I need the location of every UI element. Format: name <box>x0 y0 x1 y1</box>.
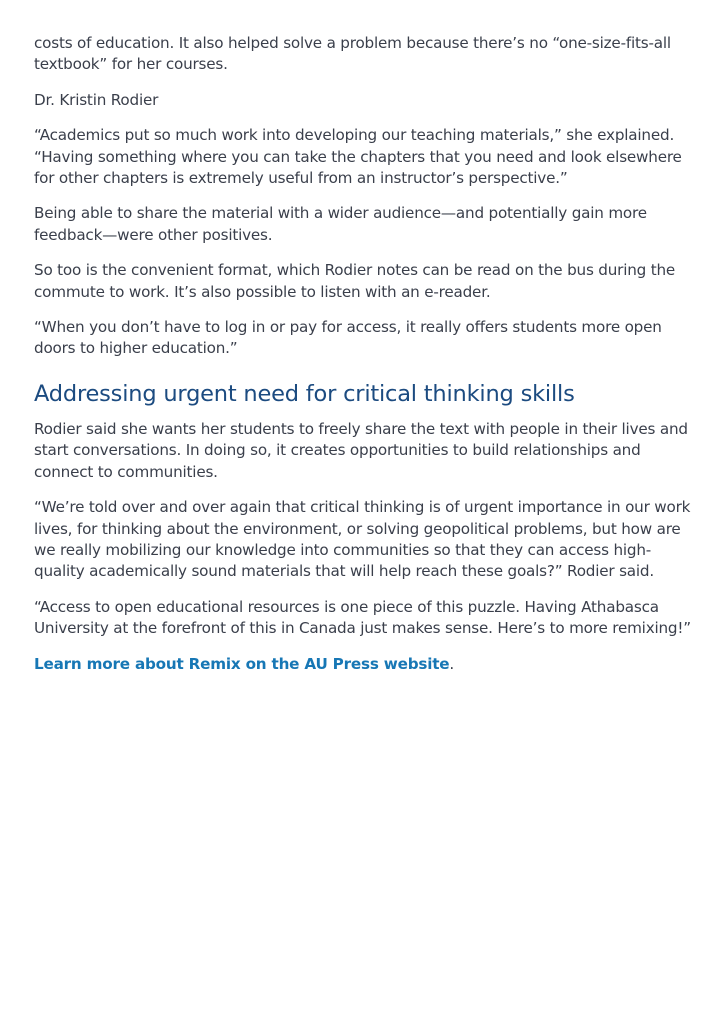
image-caption: Dr. Kristin Rodier <box>34 90 159 109</box>
paragraph-quote-open-doors: “When you don’t have to log in or pay for access, it really offers students more open doors to higher education.” <box>34 318 662 358</box>
paragraph-wider-audience: Being able to share the material with a wider audience—and potentially gain more feedback—were other positives. <box>34 204 647 244</box>
paragraph-quote-open-resources: “Access to open educational resources is one piece of this puzzle. Having Athabasca University at the forefront of this in Canada just makes sense. Here’s to more remixing!” <box>34 597 691 638</box>
section-heading: Addressing urgent need for critical thinking skills <box>34 380 575 407</box>
learn-more-line <box>34 654 694 675</box>
article-body <box>34 33 694 675</box>
paragraph-quote-teaching-materials: “Academics put so much work into developing our teaching materials,” she explained. “Having something where you can take the chapters that you need and look elsewhere for other chapters is extremely useful from an instructor’s perspective.” <box>34 126 682 188</box>
link-period: . <box>449 654 455 673</box>
paragraph-convenient-format: So too is the convenient format, which Rodier notes can be read on the bus during the commute to work. It’s also possible to listen with an e-reader. <box>34 261 676 301</box>
paragraph-share-text: Rodier said she wants her students to freely share the text with people in their lives and start conversations. In doing so, it creates opportunities to build relationships and connect to communities. <box>34 419 688 481</box>
au-press-link[interactable]: Learn more about Remix on the AU Press website <box>34 654 450 673</box>
paragraph-intro-continuation: costs of education. It also helped solve a problem because there’s no “one-size-fits-all textbook” for her courses. <box>34 34 671 74</box>
paragraph-quote-critical-thinking: “We’re told over and over again that critical thinking is of urgent importance in our work lives, for thinking about the environment, or solving geopolitical problems, but how are we really mobilizing our knowledge into communities so that they can access high-quality academically sound materials that will help reach these goals?” Rodier said. <box>34 498 691 581</box>
